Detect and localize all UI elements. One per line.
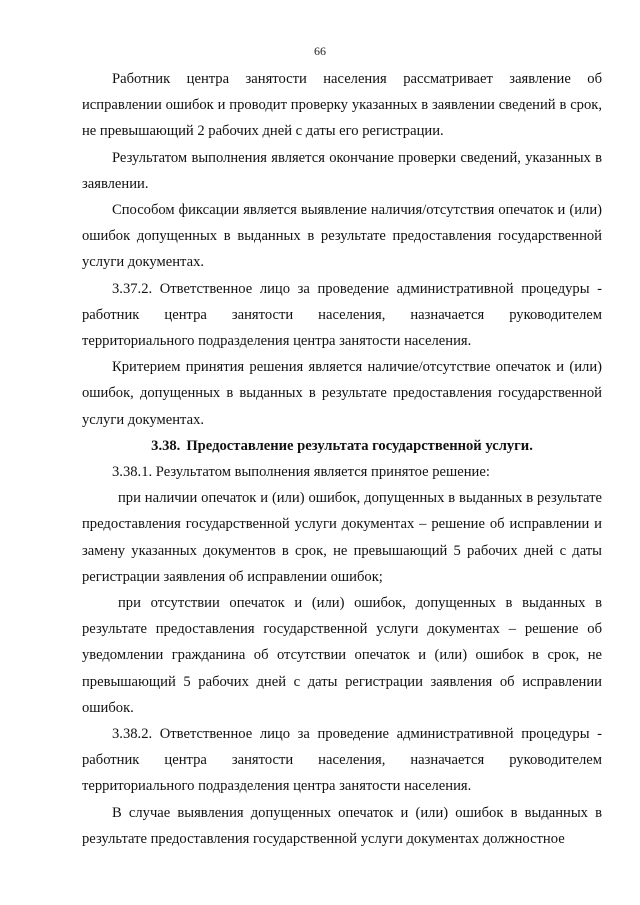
paragraph-fixation-method: Способом фиксации является выявление наличия/отсутствия опечаток и (или) ошибок допущенных в выданных в результате предоставления государственной услуги документах. <box>82 202 602 271</box>
document-body <box>82 66 602 852</box>
paragraph-errors-present: при наличии опечаток и (или) ошибок, допущенных в выданных в результате предоставления государственной услуги документах – решение об исправлении и замену указанных документов в срок, не превышающий 5 рабочих дней с даты регистрации заявления об исправлении ошибок; <box>82 490 602 585</box>
paragraph-3-38-1: 3.38.1. Результатом выполнения является принятое решение: <box>112 464 490 481</box>
section-heading-text: Предоставление результата государственной услуги. <box>186 437 533 454</box>
section-heading-3-38 <box>82 433 602 459</box>
section-heading-number: 3.38. <box>151 437 181 454</box>
paragraph-3-38-2: 3.38.2. Ответственное лицо за проведение административной процедуры - работник центра занятости населения, назначается руководителем территориального подразделения центра занятости населения. <box>82 726 602 795</box>
paragraph-result-check: Результатом выполнения является окончание проверки сведений, указанных в заявлении. <box>82 149 602 192</box>
paragraph-errors-absent: при отсутствии опечаток и (или) ошибок, допущенных в выданных в результате предоставления государственной услуги документах – решение об уведомлении гражданина об отсутствии опечаток и (или) ошибок в срок, не превышающий 5 рабочих дней с даты регистрации заявления об исправлении ошибок. <box>82 595 602 716</box>
paragraph-review-application: Работник центра занятости населения рассматривает заявление об исправлении ошибок и проводит проверку указанных в заявлении сведений в срок, не превышающий 2 рабочих дней с даты его регистрации. <box>82 71 602 140</box>
page-number: 66 <box>314 44 326 58</box>
paragraph-decision-criterion: Критерием принятия решения является наличие/отсутствие опечаток и (или) ошибок, допущенных в выданных в результате предоставления государственной услуги документах. <box>82 359 602 428</box>
paragraph-errors-detected: В случае выявления допущенных опечаток и (или) ошибок в выданных в результате предоставления государственной услуги документах должностное <box>82 804 602 847</box>
paragraph-3-37-2: 3.37.2. Ответственное лицо за проведение административной процедуры - работник центра занятости населения, назначается руководителем территориального подразделения центра занятости населения. <box>82 280 602 350</box>
